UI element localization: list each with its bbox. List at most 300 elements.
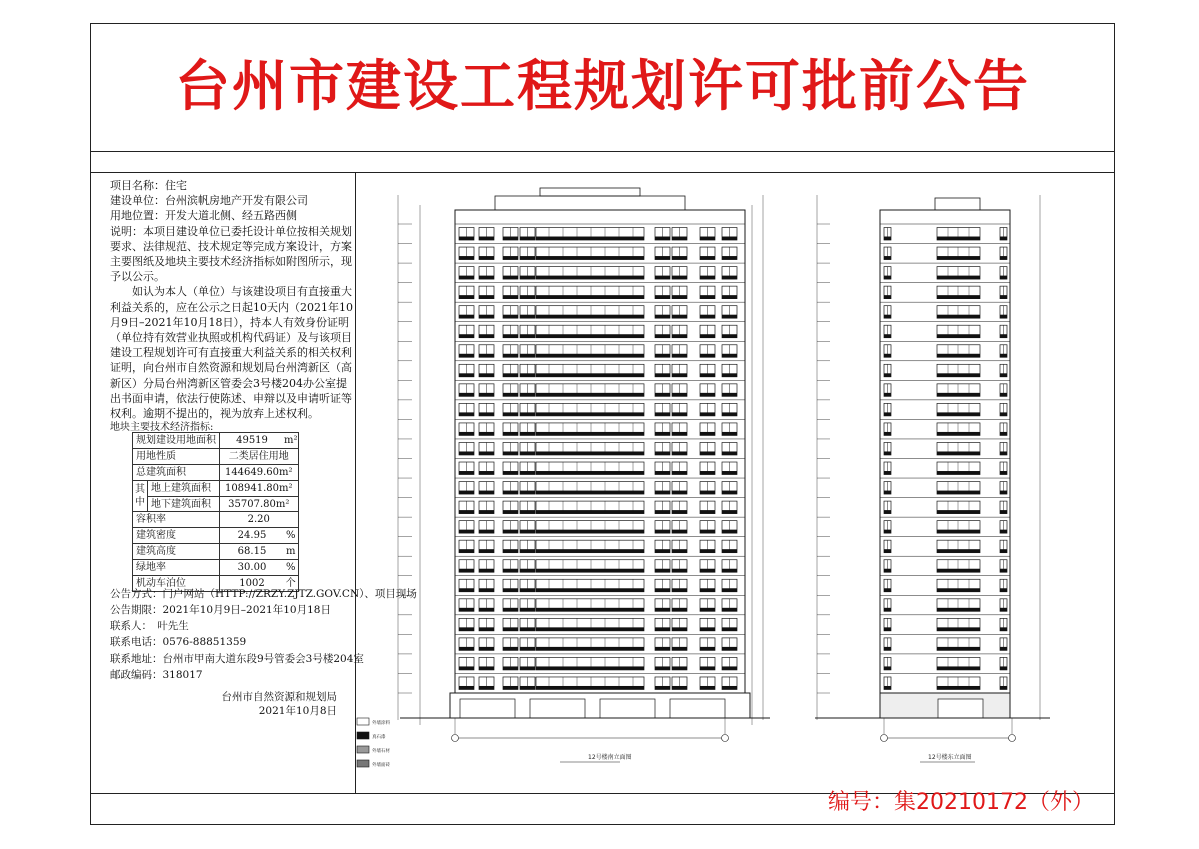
- window-rail: [884, 510, 891, 514]
- site-location: 用地位置：开发大道北侧、经五路西侧: [110, 209, 297, 223]
- window-rail: [722, 530, 737, 534]
- window-rail: [479, 588, 494, 592]
- window-rail: [1000, 608, 1007, 612]
- window-rail: [459, 627, 474, 631]
- window-rail: [672, 373, 687, 377]
- window-rail: [520, 569, 535, 573]
- project-name: 项目名称：住宅: [110, 179, 187, 192]
- window-rail: [884, 569, 891, 573]
- window-rail: [1000, 451, 1007, 455]
- window-rail: [1000, 256, 1007, 260]
- window-rail: [722, 256, 737, 260]
- balcony-rail: [937, 354, 980, 358]
- window-rail: [479, 373, 494, 377]
- contact-phone: 联系电话：0576-88851359: [110, 636, 247, 648]
- contact-address: 联系地址：台州市甲南大道东段9号管委会3号楼204室: [110, 653, 364, 665]
- window-rail: [520, 354, 535, 358]
- balcony-rail: [536, 569, 644, 573]
- publicity-method: 公告方式：门户网站（HTTP://ZRZY.ZJTZ.GOV.CN）、项目现场: [110, 588, 417, 600]
- window-rail: [655, 471, 670, 475]
- window-rail: [884, 315, 891, 319]
- window-rail: [700, 666, 715, 670]
- window-rail: [459, 315, 474, 319]
- window-rail: [1000, 393, 1007, 397]
- axis-bubble: [881, 735, 888, 742]
- window-rail: [503, 334, 518, 338]
- window-rail: [655, 373, 670, 377]
- balcony-rail: [937, 471, 980, 475]
- window-rail: [520, 373, 535, 377]
- window-rail: [520, 491, 535, 495]
- balcony-rail: [937, 412, 980, 416]
- window-rail: [479, 647, 494, 651]
- window-rail: [722, 373, 737, 377]
- balcony-rail: [536, 530, 644, 534]
- window-rail: [672, 315, 687, 319]
- legend-swatch: [357, 718, 369, 725]
- issuer-name: 台州市自然资源和规划局: [221, 691, 337, 703]
- objection-notice: 如认为本人（单位）与该建设项目有直接重大利益关系的，应在公示之日起10天内（2021年10月9日–2021年10月18日），持本人有效身份证明（单位持有效营业执照或机构代码证）及与该项目建设工程规划许可有直接重大利益关系的相关权利证明，向台州市自然资源和规划局台州湾新区（高新区）分局台州湾新区管委会3号楼204办公室提出书面申请，依法行使陈述、申辩以及申请听证等权利。逾期不提出的，视为放弃上述权利。: [110, 285, 353, 421]
- window-rail: [1000, 569, 1007, 573]
- window-rail: [884, 295, 891, 299]
- window-rail: [884, 608, 891, 612]
- table-row: 建筑高度 68.15 m: [133, 544, 299, 560]
- window-rail: [884, 451, 891, 455]
- window-rail: [672, 666, 687, 670]
- balcony-rail: [937, 315, 980, 319]
- balcony-rail: [937, 491, 980, 495]
- window-rail: [655, 354, 670, 358]
- legend-swatch: [357, 732, 369, 739]
- balcony-rail: [536, 608, 644, 612]
- window-rail: [700, 686, 715, 690]
- window-rail: [655, 588, 670, 592]
- window-rail: [884, 686, 891, 690]
- window-rail: [655, 608, 670, 612]
- legend-label: 外墙石材: [372, 749, 390, 754]
- notice-title: 台州市建设工程规划许可批前公告: [174, 54, 1030, 118]
- balcony-rail: [536, 256, 644, 260]
- window-rail: [503, 393, 518, 397]
- window-rail: [479, 393, 494, 397]
- balcony-rail: [536, 276, 644, 280]
- window-rail: [1000, 315, 1007, 319]
- window-rail: [700, 510, 715, 514]
- window-rail: [655, 451, 670, 455]
- window-rail: [459, 432, 474, 436]
- window-rail: [722, 647, 737, 651]
- window-rail: [520, 608, 535, 612]
- window-rail: [722, 549, 737, 553]
- window-rail: [503, 315, 518, 319]
- table-row: 绿地率 30.00 %: [133, 560, 299, 576]
- south-elevation-caption: 12号楼南立面图: [588, 754, 632, 761]
- window-rail: [1000, 530, 1007, 534]
- window-rail: [1000, 237, 1007, 241]
- roof-parapet: [495, 196, 685, 210]
- window-rail: [655, 530, 670, 534]
- window-rail: [479, 569, 494, 573]
- window-rail: [655, 491, 670, 495]
- window-rail: [520, 510, 535, 514]
- window-rail: [1000, 549, 1007, 553]
- serial-number: 编号：集20210172（外）: [828, 790, 1094, 815]
- contact-person: 联系人： 叶先生: [110, 620, 189, 632]
- window-rail: [520, 627, 535, 631]
- axis-bubble: [452, 735, 459, 742]
- window-rail: [672, 608, 687, 612]
- window-rail: [520, 315, 535, 319]
- material-legend: [357, 718, 390, 768]
- window-rail: [700, 608, 715, 612]
- balcony-rail: [536, 237, 644, 241]
- window-rail: [655, 569, 670, 573]
- window-rail: [884, 393, 891, 397]
- window-rail: [479, 432, 494, 436]
- balcony-rail: [937, 451, 980, 455]
- window-rail: [672, 295, 687, 299]
- window-rail: [884, 412, 891, 416]
- window-rail: [655, 666, 670, 670]
- window-rail: [479, 530, 494, 534]
- window-rail: [503, 373, 518, 377]
- window-rail: [655, 647, 670, 651]
- window-rail: [672, 412, 687, 416]
- window-rail: [722, 588, 737, 592]
- balcony-rail: [937, 647, 980, 651]
- window-rail: [503, 588, 518, 592]
- table-row: 用地性质 二类居住用地: [133, 448, 299, 464]
- balcony-rail: [536, 451, 644, 455]
- postcode: 邮政编码：318017: [110, 669, 203, 681]
- window-rail: [700, 647, 715, 651]
- balcony-rail: [536, 393, 644, 397]
- window-rail: [722, 666, 737, 670]
- balcony-rail: [937, 569, 980, 573]
- table-row: 规划建设用地面积 49519 m²: [133, 433, 299, 449]
- window-rail: [1000, 432, 1007, 436]
- window-rail: [479, 334, 494, 338]
- window-rail: [672, 647, 687, 651]
- window-rail: [722, 393, 737, 397]
- table-row: 地下建筑面积 35707.80m²: [133, 496, 299, 512]
- balcony-rail: [536, 295, 644, 299]
- east-elevation-caption: 12号楼东立面图: [928, 754, 972, 761]
- window-rail: [520, 451, 535, 455]
- window-rail: [459, 588, 474, 592]
- balcony-rail: [937, 666, 980, 670]
- table-row: 其 中 地上建筑面积 108941.80m²: [133, 480, 299, 496]
- window-rail: [1000, 588, 1007, 592]
- window-rail: [503, 569, 518, 573]
- window-rail: [884, 432, 891, 436]
- window-rail: [1000, 627, 1007, 631]
- developer: 建设单位：台州滨帆房地产开发有限公司: [110, 194, 308, 208]
- window-rail: [722, 491, 737, 495]
- window-rail: [655, 432, 670, 436]
- roof-machine-room: [540, 188, 640, 196]
- window-rail: [459, 666, 474, 670]
- balcony-rail: [536, 354, 644, 358]
- table-row: 建筑密度 24.95 %: [133, 528, 299, 544]
- window-rail: [520, 530, 535, 534]
- window-rail: [655, 549, 670, 553]
- window-rail: [722, 237, 737, 241]
- window-rail: [672, 471, 687, 475]
- window-rail: [479, 451, 494, 455]
- balcony-rail: [937, 373, 980, 377]
- window-rail: [459, 510, 474, 514]
- window-rail: [503, 256, 518, 260]
- window-rail: [884, 530, 891, 534]
- issue-date: 2021年10月8日: [258, 705, 337, 717]
- window-rail: [722, 451, 737, 455]
- window-rail: [520, 549, 535, 553]
- window-rail: [520, 412, 535, 416]
- window-rail: [459, 491, 474, 495]
- window-rail: [700, 627, 715, 631]
- window-rail: [722, 412, 737, 416]
- legend-swatch: [357, 746, 369, 753]
- window-rail: [1000, 491, 1007, 495]
- window-rail: [655, 276, 670, 280]
- window-rail: [700, 491, 715, 495]
- window-rail: [672, 276, 687, 280]
- window-rail: [1000, 276, 1007, 280]
- window-rail: [700, 237, 715, 241]
- window-rail: [655, 295, 670, 299]
- window-rail: [722, 354, 737, 358]
- balcony-rail: [937, 256, 980, 260]
- window-rail: [503, 647, 518, 651]
- window-rail: [672, 588, 687, 592]
- window-rail: [479, 608, 494, 612]
- window-rail: [884, 237, 891, 241]
- window-rail: [672, 549, 687, 553]
- window-rail: [700, 354, 715, 358]
- window-rail: [884, 471, 891, 475]
- window-rail: [459, 393, 474, 397]
- window-rail: [884, 334, 891, 338]
- window-rail: [479, 256, 494, 260]
- balcony-rail: [937, 549, 980, 553]
- balcony-rail: [937, 530, 980, 534]
- balcony-rail: [536, 686, 644, 690]
- table-row: 机动车泊位 1002 个: [133, 576, 299, 592]
- window-rail: [459, 295, 474, 299]
- publicity-period: 公告期限：2021年10月9日–2021年10月18日: [110, 604, 331, 616]
- window-rail: [672, 354, 687, 358]
- window-rail: [655, 393, 670, 397]
- window-rail: [520, 393, 535, 397]
- legend-swatch: [357, 760, 369, 767]
- window-rail: [722, 276, 737, 280]
- window-rail: [1000, 373, 1007, 377]
- window-rail: [459, 256, 474, 260]
- balcony-rail: [937, 276, 980, 280]
- window-rail: [722, 315, 737, 319]
- window-rail: [1000, 510, 1007, 514]
- window-rail: [459, 451, 474, 455]
- window-rail: [503, 471, 518, 475]
- window-rail: [503, 412, 518, 416]
- window-rail: [503, 549, 518, 553]
- balcony-rail: [536, 549, 644, 553]
- window-rail: [459, 276, 474, 280]
- window-rail: [672, 432, 687, 436]
- window-rail: [884, 549, 891, 553]
- axis-bubble: [1009, 735, 1016, 742]
- balcony-rail: [536, 627, 644, 631]
- indicator-heading: 地块主要技术经济指标:: [110, 422, 214, 433]
- balcony-rail: [536, 471, 644, 475]
- window-rail: [884, 627, 891, 631]
- window-rail: [520, 647, 535, 651]
- balcony-rail: [937, 510, 980, 514]
- window-rail: [700, 334, 715, 338]
- balcony-rail: [536, 510, 644, 514]
- window-rail: [459, 471, 474, 475]
- window-rail: [722, 295, 737, 299]
- window-rail: [672, 510, 687, 514]
- window-rail: [700, 530, 715, 534]
- window-rail: [520, 471, 535, 475]
- window-rail: [700, 569, 715, 573]
- window-rail: [520, 276, 535, 280]
- window-rail: [672, 491, 687, 495]
- window-rail: [700, 549, 715, 553]
- window-rail: [884, 666, 891, 670]
- window-rail: [520, 256, 535, 260]
- window-rail: [672, 256, 687, 260]
- window-rail: [722, 569, 737, 573]
- window-rail: [479, 471, 494, 475]
- window-rail: [672, 451, 687, 455]
- window-rail: [1000, 666, 1007, 670]
- window-rail: [722, 510, 737, 514]
- window-rail: [503, 627, 518, 631]
- window-rail: [479, 666, 494, 670]
- window-rail: [479, 354, 494, 358]
- window-rail: [479, 549, 494, 553]
- window-rail: [700, 393, 715, 397]
- balcony-rail: [937, 295, 980, 299]
- window-rail: [884, 373, 891, 377]
- window-rail: [700, 295, 715, 299]
- window-rail: [459, 354, 474, 358]
- balcony-rail: [937, 334, 980, 338]
- window-rail: [700, 588, 715, 592]
- window-rail: [884, 491, 891, 495]
- window-rail: [503, 276, 518, 280]
- balcony-rail: [937, 588, 980, 592]
- window-rail: [479, 412, 494, 416]
- balcony-rail: [536, 666, 644, 670]
- table-row: 容积率 2.20: [133, 512, 299, 528]
- south-elevation: [398, 188, 770, 762]
- balcony-rail: [536, 373, 644, 377]
- window-rail: [479, 295, 494, 299]
- window-rail: [503, 432, 518, 436]
- window-rail: [884, 588, 891, 592]
- window-rail: [700, 471, 715, 475]
- window-rail: [459, 686, 474, 690]
- window-rail: [884, 256, 891, 260]
- window-rail: [459, 647, 474, 651]
- window-rail: [503, 451, 518, 455]
- window-rail: [655, 412, 670, 416]
- window-rail: [655, 510, 670, 514]
- window-rail: [1000, 334, 1007, 338]
- window-rail: [479, 276, 494, 280]
- window-rail: [655, 256, 670, 260]
- window-rail: [479, 686, 494, 690]
- window-rail: [503, 237, 518, 241]
- window-rail: [672, 393, 687, 397]
- legend-label: 外墙面砖: [372, 763, 390, 768]
- window-rail: [672, 530, 687, 534]
- window-rail: [722, 608, 737, 612]
- window-rail: [700, 373, 715, 377]
- window-rail: [1000, 647, 1007, 651]
- window-rail: [722, 334, 737, 338]
- window-rail: [672, 686, 687, 690]
- window-rail: [672, 569, 687, 573]
- window-rail: [459, 569, 474, 573]
- balcony-rail: [536, 588, 644, 592]
- window-rail: [700, 451, 715, 455]
- window-rail: [503, 354, 518, 358]
- window-rail: [459, 237, 474, 241]
- window-rail: [503, 530, 518, 534]
- balcony-rail: [937, 393, 980, 397]
- window-rail: [700, 432, 715, 436]
- window-rail: [520, 686, 535, 690]
- window-rail: [655, 237, 670, 241]
- window-rail: [503, 608, 518, 612]
- roof-parapet: [935, 198, 980, 210]
- balcony-rail: [536, 491, 644, 495]
- window-rail: [722, 471, 737, 475]
- window-rail: [520, 666, 535, 670]
- window-rail: [479, 315, 494, 319]
- axis-bubble: [722, 735, 729, 742]
- window-rail: [503, 510, 518, 514]
- window-rail: [459, 334, 474, 338]
- window-rail: [479, 491, 494, 495]
- window-rail: [1000, 295, 1007, 299]
- window-rail: [503, 295, 518, 299]
- window-rail: [459, 412, 474, 416]
- table-row: 总建筑面积 144649.60m²: [133, 464, 299, 480]
- window-rail: [503, 666, 518, 670]
- balcony-rail: [937, 627, 980, 631]
- window-rail: [479, 510, 494, 514]
- balcony-rail: [536, 315, 644, 319]
- window-rail: [722, 627, 737, 631]
- balcony-rail: [937, 686, 980, 690]
- balcony-rail: [536, 334, 644, 338]
- window-rail: [700, 256, 715, 260]
- window-rail: [655, 686, 670, 690]
- east-elevation: [815, 195, 1050, 762]
- balcony-rail: [536, 412, 644, 416]
- balcony-rail: [937, 237, 980, 241]
- window-rail: [1000, 686, 1007, 690]
- window-rail: [520, 237, 535, 241]
- window-rail: [459, 530, 474, 534]
- window-rail: [884, 647, 891, 651]
